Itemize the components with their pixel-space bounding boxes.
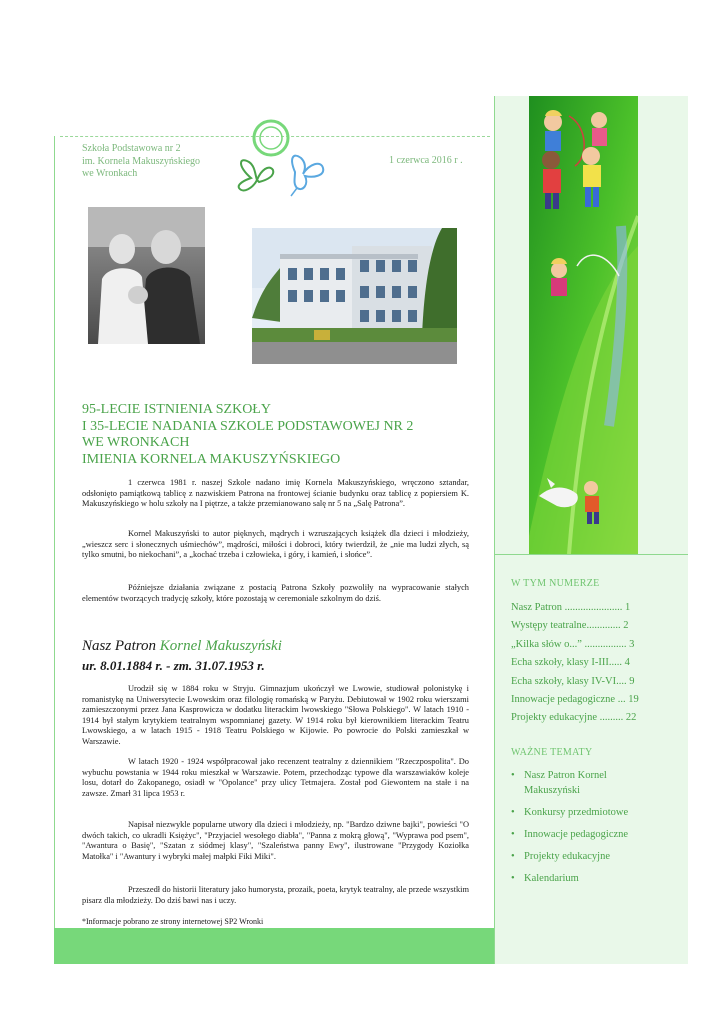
topic-item-calendar[interactable]: • Kalendarium (511, 872, 661, 887)
butterfly-logo (235, 118, 327, 204)
patron-paragraph-2: W latach 1920 - 1924 współpracował jako recenzent teatralny z dziennikiem "Rzeczpospolita". Do wybuchu powstania w 1944 roku mieszkał w Warszawie. Potem, przechodząc typowe dla warszawiaków koleje losu, dotarł do Zakopanego, osiadł w "Opolance" przy ulicy Tetmajera. Został pod Giewontem na stałe i na zawsze. Zmarł 31 lipca 1953 r. (82, 757, 469, 798)
issue-date: 1 czerwca 2016 r . (389, 155, 463, 166)
article-paragraph-2: Kornel Makuszyński to autor pięknych, mądrych i wzruszających książek dla dzieci i młodzieży, „wieszcz serc i słonecznych uśmiechów”, mądrości, miłości i dobroci, który twierdził, że „nie ma ludzi złych, są tylko smutni, bo niekochani”, a „kochać trzeba i człowieka, i góry, i kamień, i słońce”. (82, 529, 469, 560)
school-building-photo (252, 228, 457, 364)
toc-item-projects[interactable]: Projekty edukacyjne ......... 22 (511, 712, 637, 724)
topic-item-innovations[interactable]: • Innowacje pedagogiczne (511, 828, 661, 843)
headline-line1: 95-LECIE ISTNIENIA SZKOŁY (82, 402, 271, 417)
patron-paragraph-4: Przeszedł do historii literatury jako humorysta, prozaik, poeta, krytyk teatralny, ale przede wszystkim pisarz dla młodzieży. Do dziś bawi nas i uczy. (82, 885, 469, 905)
sidebar-divider (494, 96, 495, 964)
school-info (82, 143, 200, 181)
headline-line4: IMIENIA KORNELA MAKUSZYŃSKIEGO (82, 451, 341, 467)
patron-paragraph-3: Napisał niezwykle popularne utwory dla dzieci i młodzieży, np. "Bardzo dziwne bajki", powieści "O dwóch takich, co ukradli Księżyc", "Przyjaciel wesołego diabła", "Panna z mokrą głową", "Wyprawa pod psem", "Awantura o Basię", "Szatan z siódmej klasy", "Szaleństwa panny Ewy", ilustrowane "Przygody Koziołka Matołka" i "Awantury i wybryki małej małpki Fiki Miki". (82, 820, 469, 861)
source-footnote: *Informacje pobrano ze strony internetowej SP2 Wronki (82, 917, 264, 926)
toc-item-patron[interactable]: Nasz Patron ...................... 1 (511, 602, 631, 613)
patron-heading-prefix: Nasz Patron (82, 638, 157, 654)
toc-list (511, 599, 659, 728)
headline-line2: I 35-LECIE NADANIA SZKOLE PODSTAWOWEJ NR 2 (82, 418, 414, 434)
topics-title: WAŻNE TEMATY (511, 747, 593, 758)
headline-line3: WE WRONKACH (82, 435, 190, 450)
topic-item-patron[interactable]: • Nasz Patron Kornel Makuszyński (511, 769, 661, 798)
article-paragraph-1: 1 czerwca 1981 r. naszej Szkole nadano imię Kornela Makuszyńskiego, wręczono sztandar, odsłonięto pamiątkową tablicę z nazwiskiem Patrona na frontowej ścianie budynku oraz tablicę z popiersiem K. Makuszyńskiego w holu szkoły na I piętrze, a także przemianowano salę nr 5 na „Salę Patrona”. (82, 478, 469, 509)
topic-item-projects[interactable]: • Projekty edukacyjne (511, 850, 661, 865)
topic-item-contests[interactable]: • Konkursy przedmiotowe (511, 806, 661, 821)
patron-dates: ur. 8.01.1884 r. - zm. 31.07.1953 r. (82, 658, 265, 673)
toc-item-grades-1-3[interactable]: Echa szkoły, klasy I-III..... 4 (511, 657, 630, 669)
toc-item-few-words[interactable]: „Kilka słów o...” ................ 3 (511, 638, 635, 650)
school-name-line2: im. Kornela Makuszyńskiego (82, 155, 201, 167)
patron-photo (88, 207, 205, 344)
toc-item-innovations[interactable]: Innowacje pedagogiczne ... 19 (511, 694, 639, 706)
toc-title: W TYM NUMERZE (511, 578, 600, 589)
children-illustration (529, 96, 638, 554)
school-name-line1: Szkoła Podstawowa nr 2 (82, 143, 181, 154)
sidebar-rule (494, 554, 688, 555)
school-name-line3: we Wronkach (82, 168, 138, 179)
topics-list (511, 769, 661, 894)
main-headline (82, 402, 413, 468)
footer-band (54, 928, 494, 964)
patron-heading (82, 638, 282, 655)
toc-item-grades-4-6[interactable]: Echa szkoły, klasy IV-VI.... 9 (511, 675, 635, 687)
patron-heading-name: Kornel Makuszyński (159, 638, 282, 654)
patron-paragraph-1: Urodził się w 1884 roku w Stryju. Gimnazjum ukończył we Lwowie, studiował polonistykę i romanistykę na Uniwersytecie Lwowskim oraz filologię romańską w Paryżu. Debiutował w 1902 roku wierszami zamieszczonymi przez Jana Kasprowicza w dodatku literackim lwowskiego "Słowa Polskiego". W latach 1910 - 1914 był stałym krytykiem teatralnym wspomnianej gazety. W 1914 roku był kierownikiem literackim Teatru Lwowskiego, a w latach 1915 - 1918 Teatru Polskiego w Kijowie. Po powrocie do Polski zamieszkał w Warszawie. (82, 684, 469, 746)
toc-item-theatre[interactable]: Występy teatralne............. 2 (511, 620, 629, 632)
article-paragraph-3: Późniejsze działania związane z postacią Patrona Szkoły pozwoliły na wypracowanie stałych elementów tworzących tradycję szkoły, które pozostają w ceremoniale szkolnym do dziś. (82, 583, 469, 603)
